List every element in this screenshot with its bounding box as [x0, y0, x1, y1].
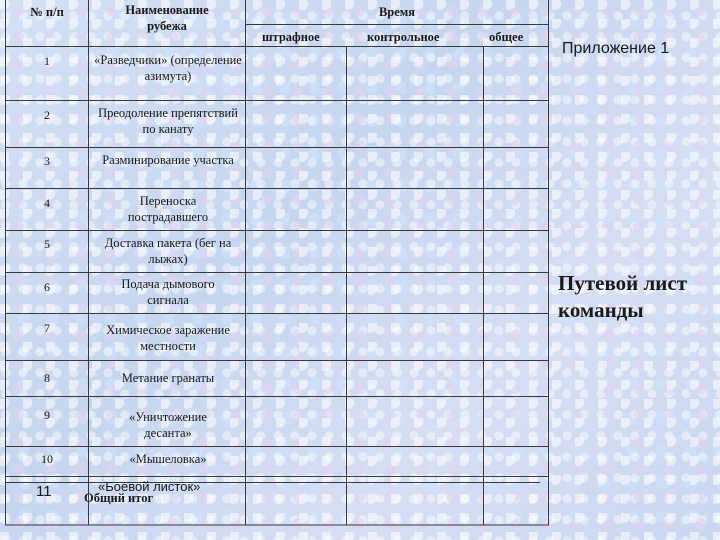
header-time: Время	[378, 5, 416, 19]
row-number: 4	[44, 196, 50, 210]
row-number: 9	[44, 408, 50, 422]
row-stage: Метание гранаты	[121, 371, 215, 385]
row-stage: Преодоление препятствий по канату	[98, 106, 238, 136]
row-number: 1	[44, 54, 50, 68]
row-number: 5	[44, 237, 50, 251]
row-number: 8	[44, 371, 50, 385]
row-stage: Химическое заражение местности	[106, 323, 230, 353]
header-number: № п/п	[30, 5, 64, 19]
document-title: Путевой лист команды	[558, 271, 688, 322]
row-number: 10	[41, 452, 53, 466]
total-label: Общий итог	[84, 491, 154, 505]
row-number: 7	[44, 321, 50, 335]
row-stage: Переноска пострадавшего	[127, 194, 209, 224]
header-penalty-time: штрафное	[262, 30, 320, 44]
row-stage: «Уничтожение десанта»	[129, 410, 207, 440]
row-stage: Подача дымового сигнала	[121, 277, 215, 307]
row-number-last: 11	[36, 483, 52, 500]
header-control-time: контрольное	[367, 30, 440, 44]
row-stage: «Мышеловка»	[129, 452, 207, 466]
header-stage: Наименование рубежа	[125, 3, 209, 33]
appendix-label: Приложение 1	[562, 40, 670, 57]
row-number: 3	[44, 154, 50, 168]
row-number: 2	[44, 108, 50, 122]
row-stage: Разминирование участка	[102, 153, 234, 167]
row-number: 6	[44, 280, 50, 294]
row-stage-last: «Боевой листок»	[98, 479, 201, 494]
row-stage: Доставка пакета (бег на лыжах)	[104, 236, 232, 266]
header-total-time: общее	[489, 30, 524, 44]
row-stage: «Разведчики» (определение азимута)	[94, 53, 242, 83]
